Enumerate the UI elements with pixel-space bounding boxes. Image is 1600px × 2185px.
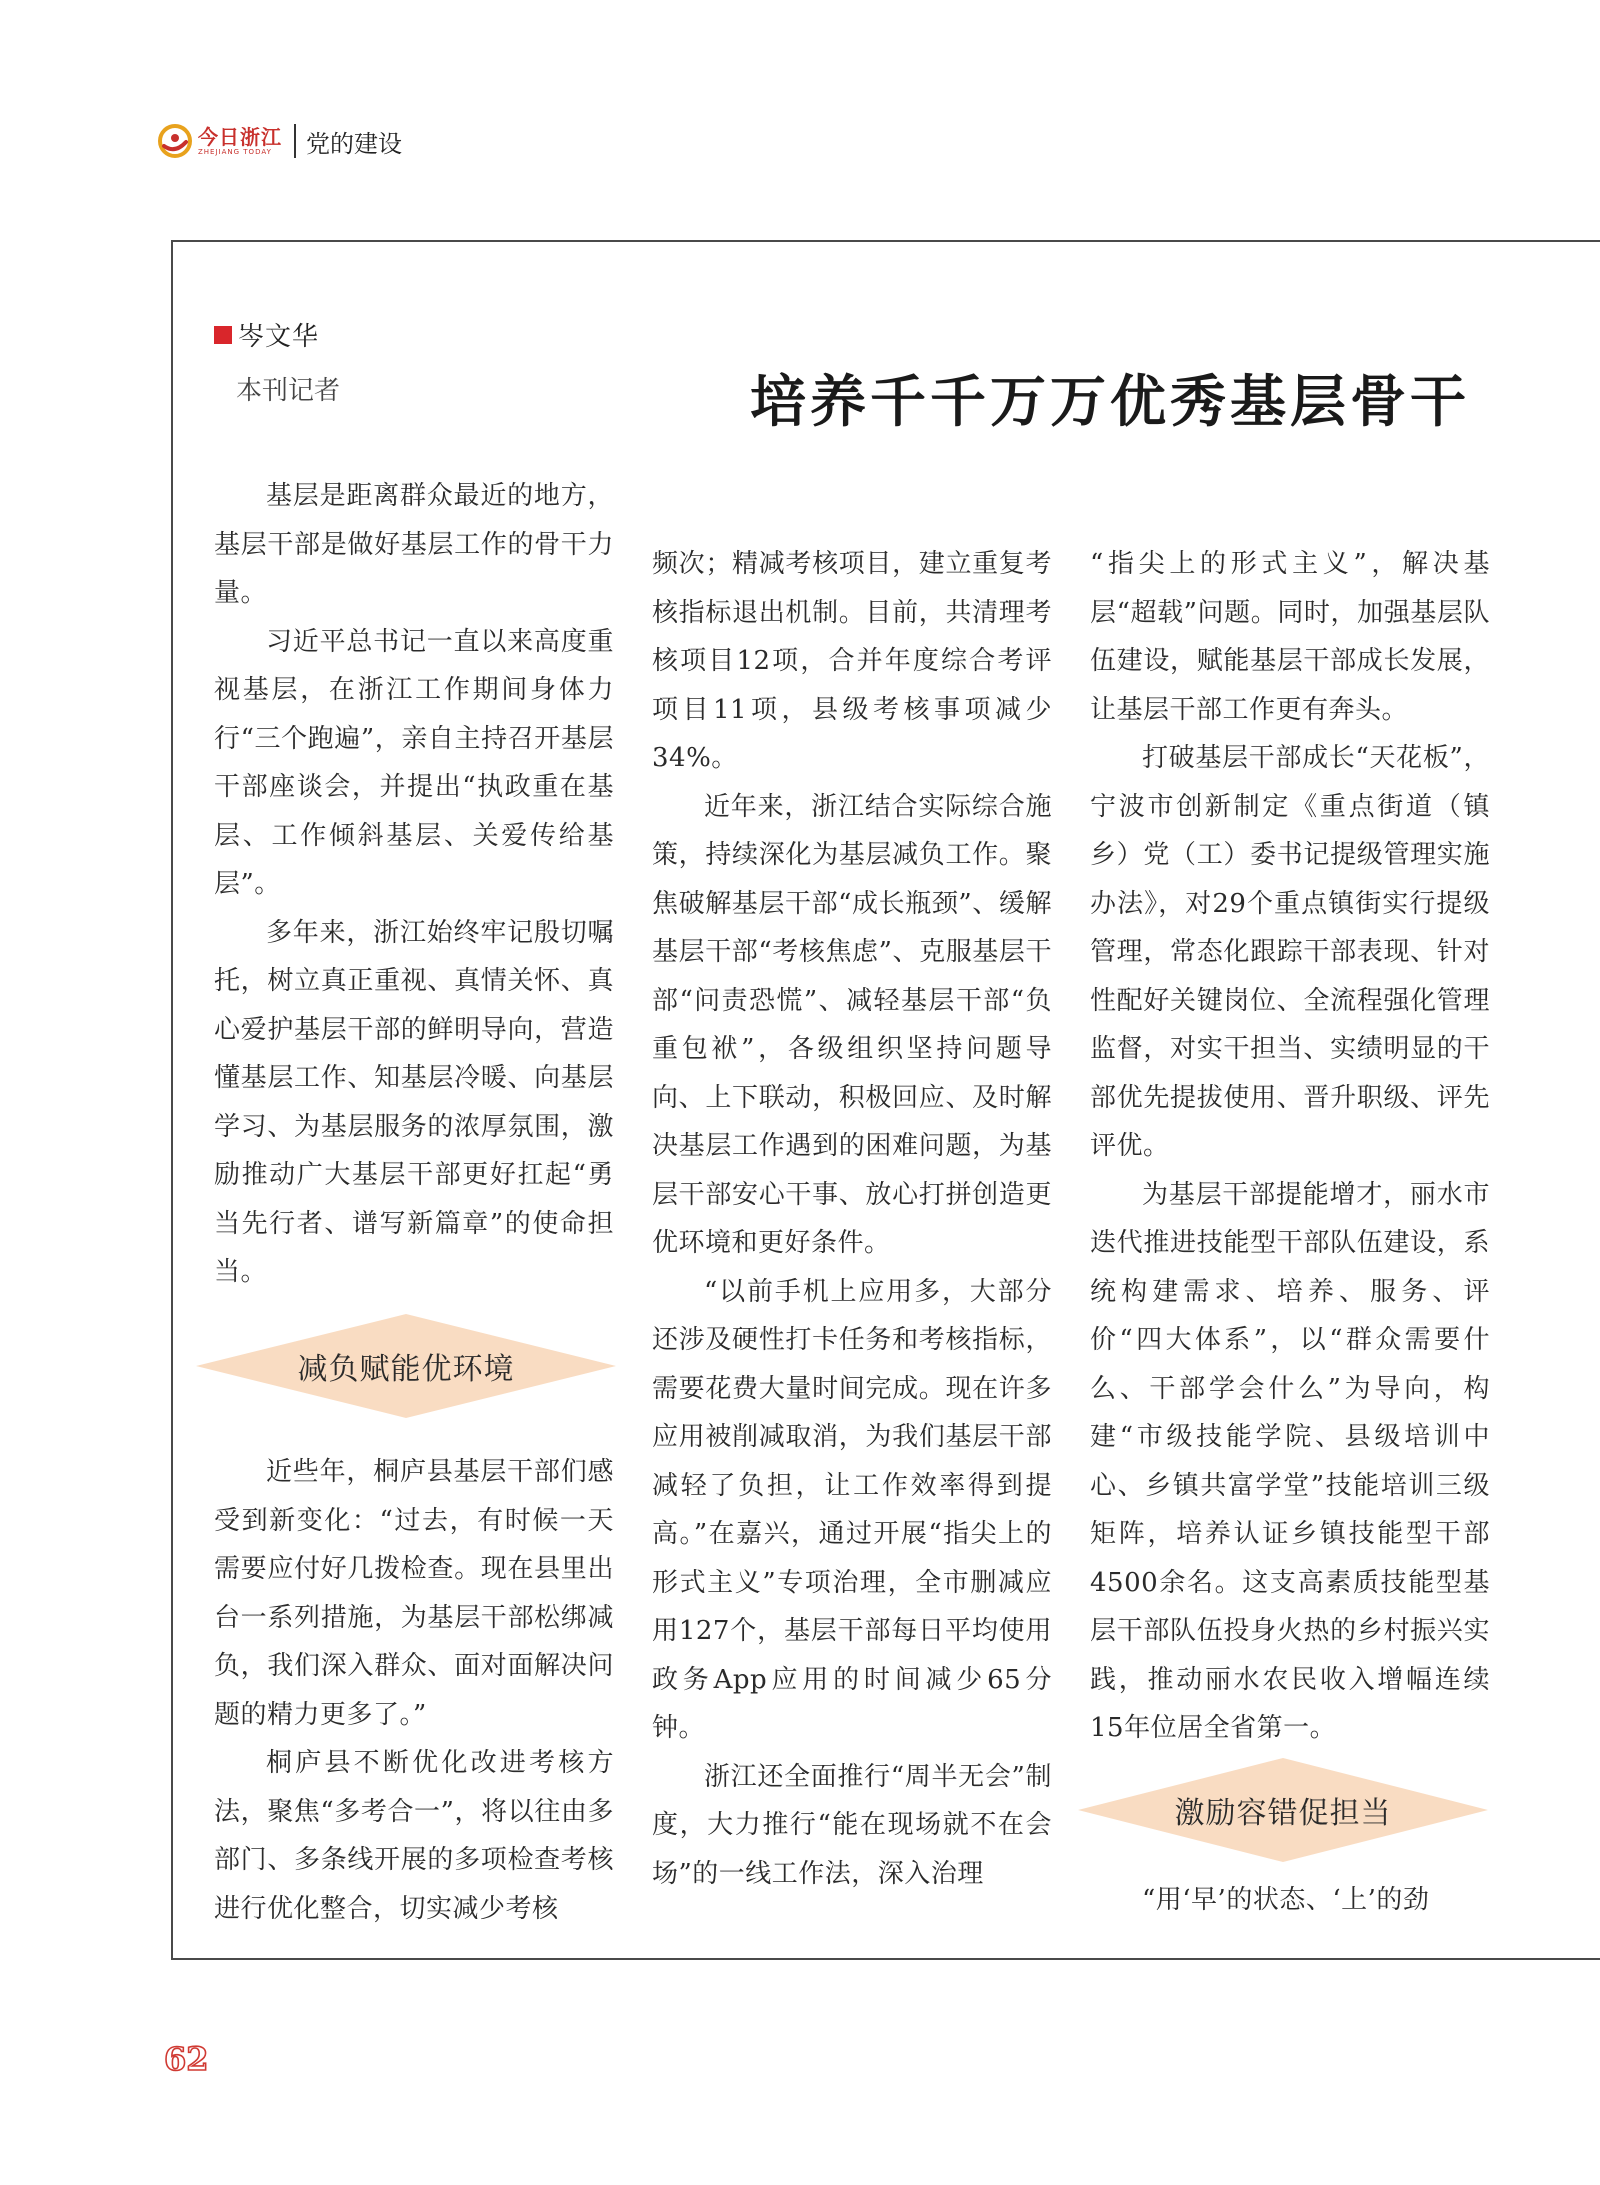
paragraph: 浙江还全面推行“周半无会”制度，大力推行“能在现场就不在会场”的一线工作法，深入治理 (652, 1761, 1052, 1889)
paragraph: 习近平总书记一直以来高度重视基层，在浙江工作期间身体力行“三个跑遍”，亲自主持召开基层干部座谈会，并提出“执政重在基层、工作倾斜基层、关爱传给基层”。 (214, 626, 614, 899)
column-1-top (214, 472, 614, 1297)
author-name: 岑文华 (238, 322, 320, 352)
logo-wordmark (198, 126, 282, 157)
paragraph: “指尖上的形式主义”，解决基层“超载”问题。同时，加强基层队伍建设，赋能基层干部成长发展，让基层干部工作更有奔头。 (1090, 549, 1490, 725)
paragraph: “用‘早’的状态、‘上’的劲 (1142, 1885, 1430, 1915)
page-number: 62 (164, 2040, 209, 2078)
paragraph: 近年来，浙江结合实际综合施策，持续深化为基层减负工作。聚焦破解基层干部“成长瓶颈”、缓解基层干部“考核焦虑”、克服基层干部“问责恐慌”、减轻基层干部“负重包袱”，各级组织坚持问题导向、上下联动，积极回应、及时解决基层工作遇到的困难问题，为基层干部安心干事、放心打拼创造更优环境和更好条件。 (652, 791, 1052, 1258)
column-1-bottom (214, 1448, 614, 1933)
subheading-2 (1078, 1758, 1488, 1862)
paragraph: 基层是距离群众最近的地方，基层干部是做好基层工作的骨干力量。 (214, 481, 614, 608)
subheading-1 (196, 1314, 616, 1418)
paragraph: 多年来，浙江始终牢记殷切嘱托，树立真正重视、真情关怀、真心爱护基层干部的鲜明导向，营造懂基层工作、知基层冷暖、向基层学习、为基层服务的浓厚氛围，激励推动广大基层干部更好扛起“勇当先行者、谱写新篇章”的使命担当。 (214, 917, 614, 1287)
logo-en-text: ZHEJIANG TODAY (198, 147, 272, 156)
section-name: 党的建设 (306, 129, 402, 158)
subheading-text: 激励容错促担当 (1174, 1796, 1392, 1831)
logo-cn-text: 今日浙江 (198, 124, 282, 149)
page-header (158, 118, 402, 164)
article-title: 培养千千万万优秀基层骨干 (750, 369, 1470, 435)
paragraph: 桐庐县不断优化改进考核方法，聚焦“多考合一”，将以往由多部门、多条线开展的多项检查考核进行优化整合，切实减少考核 (214, 1748, 614, 1924)
paragraph: “以前手机上应用多，大部分还涉及硬性打卡任务和考核指标，需要花费大量时间完成。现在许多应用被削减取消，为我们基层干部减轻了负担，让工作效率得到提高。”在嘉兴，通过开展“指尖上的形式主义”专项治理，全市删减应用127个，基层干部每日平均使用政务App应用的时间减少65分钟。 (652, 1276, 1052, 1743)
column-3-bottom (1090, 1876, 1490, 1925)
author-byline (214, 316, 319, 353)
paragraph: 为基层干部提能增才，丽水市迭代推进技能型干部队伍建设，系统构建需求、培养、服务、评价“四大体系”，以“群众需要什么、干部学会什么”为导向，构建“市级技能学院、县级培训中心、乡镇共富学堂”技能培训三级矩阵，培养认证乡镇技能型干部4500余名。这支高素质技能型基层干部队伍投身火热的乡村振兴实践，推动丽水农民收入增幅连续15年位居全省第一。 (1090, 1179, 1490, 1743)
zhejiang-today-logo-icon (158, 124, 192, 158)
subheading-text: 减负赋能优环境 (297, 1352, 515, 1387)
paragraph: 频次；精减考核项目，建立重复考核指标退出机制。目前，共清理考核项目12项，合并年度综合考评项目11项，县级考核事项减少34%。 (652, 549, 1052, 773)
paragraph: 近些年，桐庐县基层干部们感受到新变化：“过去，有时候一天需要应付好几拨检查。现在县里出台一系列措施，为基层干部松绑减负，我们深入群众、面对面解决问题的精力更多了。” (214, 1457, 614, 1730)
author-marker-icon (214, 326, 232, 344)
column-3 (1090, 540, 1490, 1753)
author-role: 本刊记者 (236, 376, 341, 406)
column-2 (652, 540, 1052, 1898)
header-divider (294, 124, 296, 158)
paragraph: 打破基层干部成长“天花板”，宁波市创新制定《重点街道（镇乡）党（工）委书记提级管理实施办法》，对29个重点镇街实行提级管理，常态化跟踪干部表现、针对性配好关键岗位、全流程强化管理监督，对实干担当、实绩明显的干部优先提拔使用、晋升职级、评先评优。 (1090, 743, 1490, 1161)
